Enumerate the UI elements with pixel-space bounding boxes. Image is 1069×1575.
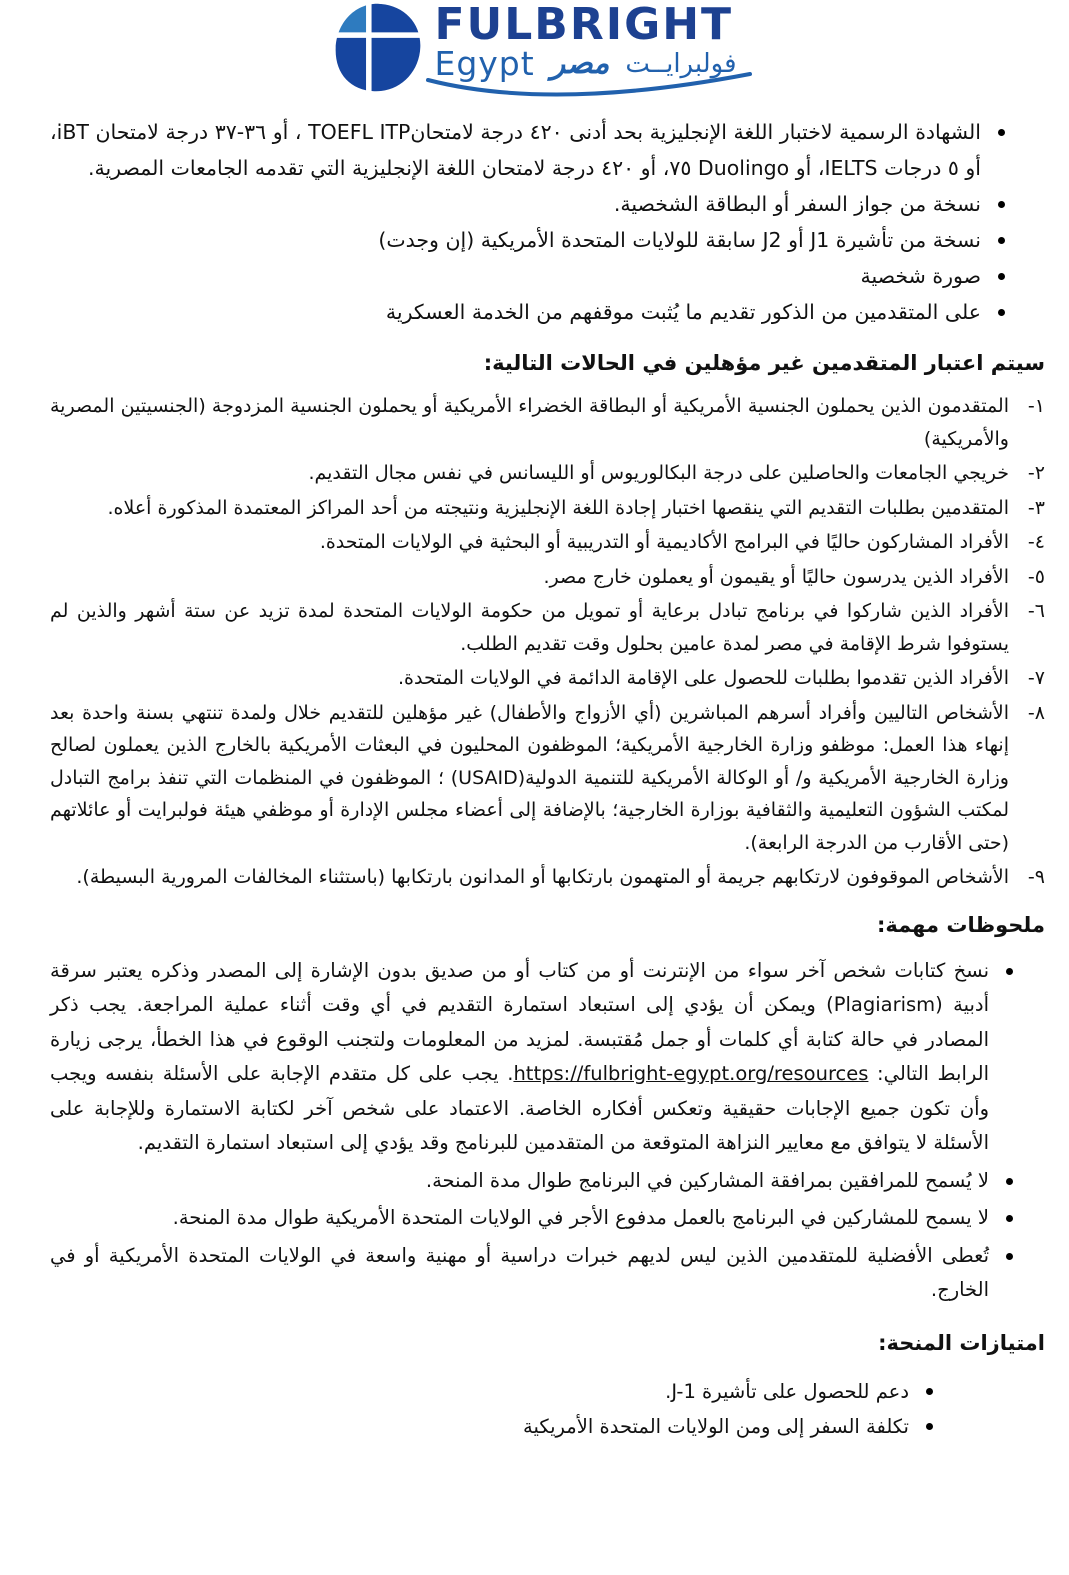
item-text: الأشخاص الموقوفون لارتكابهم جريمة أو المتهمون بارتكابها أو المدانون بارتكابها (باستثناء المخالفات المرورية البسيطة). [76, 866, 1009, 888]
numbered-item [50, 662, 1045, 695]
item-text: الأفراد المشاركون حاليًا في البرامج الأكاديمية أو التدريبية أو البحثية في الولايات المتحدة. [319, 531, 1009, 553]
item-text: المتقدمين بطلبات التقديم التي ينقصها اختبار إجادة اللغة الإنجليزية ونتيجته من أحد المراكز المعتمدة المذكورة أعلاه. [107, 496, 1009, 519]
requirements-list [50, 114, 1045, 330]
list-item [50, 954, 1045, 1161]
ineligible-heading: سيتم اعتبار المتقدمين غير مؤهلين في الحالات التالية: [483, 351, 1045, 375]
item-text: المتقدمون الذين يحملون الجنسية الأمريكية أو البطاقة الخضراء الأمريكية أو يحملون الجنسية المزدوجة (الجنسيتين المصرية والأمريكية) [50, 395, 1009, 450]
logo-subtitle-arabic: فولبرايــت [625, 49, 737, 79]
item-text: الأفراد الذين شاركوا في برنامج تبادل برعاية أو تمويل من حكومة الولايات المتحدة لمدة تزيد عن ستة أشهر والذين لم يستوفوا شرط الإقامة في مصر لمدة عامين بحلول وقت تقديم الطلب. [50, 600, 1009, 655]
bullet-icon [926, 1423, 933, 1430]
logo-text-block [434, 2, 736, 82]
list-item [50, 1374, 1045, 1409]
bullet-icon [998, 237, 1005, 244]
numbered-item [50, 595, 1045, 660]
list-item [50, 1164, 1045, 1199]
plagiarism-note-pre: نسخ كتابات شخص آخر سواء من الإنترنت أو من كتاب أو من صديق بدون الإشارة إلى المصدر وذكره يعتبر سرقة أدبية (Plagiarism) ويمكن أن يؤدي إلى استبعاد استمارة التقديم في أي وقت أثناء عملية المراجعة. يجب ذكر المصادر في حالة كتابة أي كلمات أو جمل مُقتبسة. لمزيد من المعلومات ولتجنب الوقوع في هذا الخطأ، يرجى زيارة الرابط التالي: [50, 958, 989, 1085]
bullet-icon [998, 309, 1005, 316]
numbered-item [50, 861, 1045, 894]
bullet-icon [998, 201, 1005, 208]
item-number: ٢- [1027, 462, 1045, 484]
note-text: تُعطى الأفضلية للمتقدمين الذين ليس لديهم خبرات دراسية أو مهنية واسعة في الولايات المتحدة الأمريكية أو في الخارج. [50, 1243, 989, 1301]
item-number: ٧- [1027, 667, 1045, 689]
logo-wordmark: FULBRIGHT [434, 0, 734, 50]
bullet-icon [1006, 1178, 1013, 1185]
fulbright-globe-icon [332, 2, 424, 94]
logo-misr-calligraphy: مصر [550, 46, 610, 81]
bullet-icon [1006, 968, 1013, 975]
item-number: ٨- [1027, 701, 1045, 724]
notes-heading: ملحوظات مهمة: [876, 912, 1045, 937]
numbered-item [50, 526, 1045, 559]
logo-subtitle-english: Egypt [434, 44, 535, 83]
list-item [50, 258, 1045, 294]
document-body [0, 114, 1069, 1444]
requirement-text: على المتقدمين من الذكور تقديم ما يُثبت موقفهم من الخدمة العسكرية [385, 300, 981, 324]
benefits-list [50, 1374, 1045, 1444]
requirement-text: صورة شخصية [860, 264, 981, 288]
list-item [50, 186, 1045, 222]
benefit-text: تكلفة السفر إلى ومن الولايات المتحدة الأمريكية [523, 1414, 909, 1438]
item-text: الأفراد الذين يدرسون حاليًا أو يقيمون أو يعملون خارج مصر. [543, 565, 1009, 588]
list-item [50, 222, 1045, 258]
plagiarism-note [50, 954, 989, 1161]
item-text: خريجي الجامعات والحاصلين على درجة البكالوريوس أو الليسانس في نفس مجال التقديم. [308, 462, 1009, 484]
numbered-item [50, 697, 1045, 860]
list-item [50, 1239, 1045, 1308]
item-number: ١- [1027, 395, 1045, 417]
requirement-text: نسخة من تأشيرة J1 أو J2 سابقة للولايات المتحدة الأمريكية (إن وجدت) [378, 228, 981, 252]
numbered-item [50, 561, 1045, 594]
notes-list [50, 954, 1045, 1308]
bullet-icon [1006, 1253, 1013, 1260]
resources-link[interactable]: https://fulbright-egypt.org/resources [513, 1062, 869, 1085]
swoosh-underline-icon [424, 72, 754, 98]
note-text: لا يُسمح للمرافقين بمرافقة المشاركين في البرنامج طوال مدة المنحة. [425, 1168, 989, 1192]
item-number: ٣- [1027, 496, 1045, 519]
ineligible-list [50, 390, 1045, 894]
item-number: ٦- [1027, 600, 1045, 622]
item-number: ٤- [1027, 531, 1045, 553]
item-text: الأفراد الذين تقدموا بطلبات للحصول على الإقامة الدائمة في الولايات المتحدة. [398, 667, 1009, 689]
benefit-text: دعم للحصول على تأشيرة J-1. [665, 1379, 909, 1403]
logo-subtitle-row [434, 46, 736, 82]
list-item [50, 114, 1045, 186]
item-text: الأشخاص التاليين وأفراد أسرهم المباشرين (أي الأزواج والأطفال) غير مؤهلين للتقديم خلال ولمدة تنتهي بسنة واحدة بعد إنهاء هذا العمل: موظفو وزارة الخارجية الأمريكية؛ الموظفون المحليون في البعثات الأمريكية بالخارج الذين يعملون لصالح وزارة الخارجية الأمريكية و/ أو الوكالة الأمريكية للتنمية الدولية(USAID) ؛ الموظفون في المنظمات التي تنفذ برامج التبادل لمكتب الشؤون التعليمية والثقافية بوزارة الخارجية؛ بالإضافة إلى أعضاء مجلس الإدارة أو موظفي هيئة فولبرايت أو عائلاتهم (حتى الأقارب من الدرجة الرابعة). [50, 701, 1009, 854]
requirement-text: نسخة من جواز السفر أو البطاقة الشخصية. [613, 192, 981, 216]
bullet-icon [998, 273, 1005, 280]
list-item [50, 1409, 1045, 1444]
requirement-text: الشهادة الرسمية لاختبار اللغة الإنجليزية بحد أدنى ٤٢٠ درجة لامتحانTOEFL ITP ، أو ٣٦-٣٧ درجة لامتحان iBT، أو ٥ درجات IELTS، أو Duolingo ٧٥، أو ٤٢٠ درجة لامتحان اللغة الإنجليزية التي تقدمه الجامعات المصرية. [50, 120, 981, 180]
item-number: ٥- [1027, 565, 1045, 588]
list-item [50, 1201, 1045, 1236]
plagiarism-note-post: . يجب على كل متقدم الإجابة على الأسئلة بنفسه ويجب وأن تكون جميع الإجابات حقيقية وتعكس أفكاره الخاصة. الاعتماد على شخص آخر لكتابة الاستمارة وللإجابة على الأسئلة لا يتوافق مع معايير النزاهة المتوقعة من المتقدمين للبرنامج وقد يؤدي إلى استبعاد استمارة التقديم. [50, 1062, 989, 1154]
bullet-icon [998, 129, 1005, 136]
list-item [50, 294, 1045, 330]
numbered-item [50, 390, 1045, 455]
benefits-heading: امتيازات المنحة: [878, 1330, 1045, 1355]
note-text: لا يسمح للمشاركين في البرنامج بالعمل مدفوع الأجر في الولايات المتحدة الأمريكية طوال مدة المنحة. [172, 1206, 989, 1229]
bullet-icon [1006, 1215, 1013, 1222]
item-number: ٩- [1027, 866, 1045, 888]
fulbright-egypt-logo [0, 0, 1069, 100]
bullet-icon [926, 1388, 933, 1395]
numbered-item [50, 457, 1045, 490]
numbered-item [50, 492, 1045, 525]
